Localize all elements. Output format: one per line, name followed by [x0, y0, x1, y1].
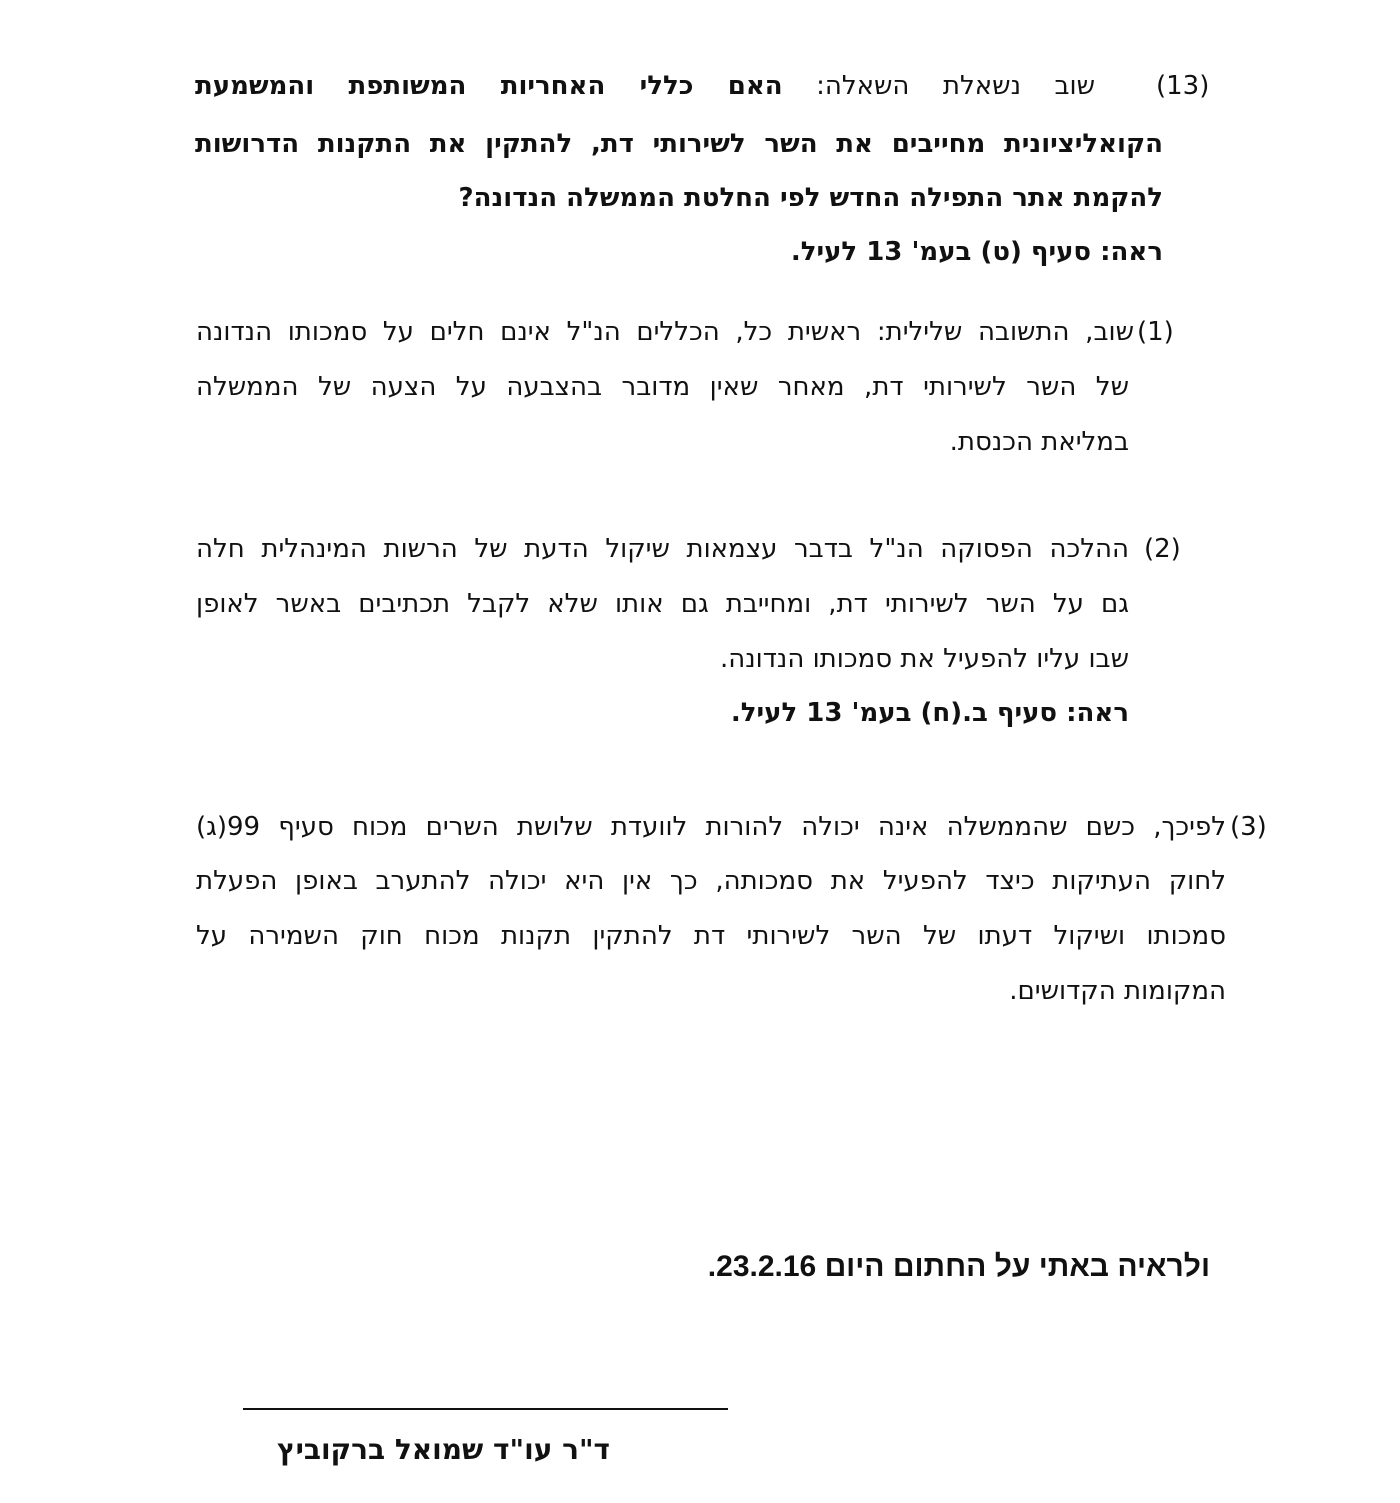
item-2-line-1: ההלכה הפסוקה הנ"ל בדבר עצמאות שיקול הדעת של הרשות המינהלית חלה — [196, 534, 1129, 564]
question-line-2: הקואליציונית מחייבים את השר לשירותי דת, להתקין את התקנות הדרושות — [195, 129, 1163, 159]
item-3-line-3: סמכותו ושיקול דעתו של השר לשירותי דת להתקין תקנות מכוח חוק השמירה על — [196, 921, 1226, 951]
item-1-line-3: במליאת הכנסת. — [949, 427, 1129, 457]
section-line-1 — [195, 69, 1095, 103]
item-2-number: (2) — [1144, 534, 1181, 564]
item-2-line-2: גם על השר לשירותי דת, ומחייבת גם אותו שלא לקבל תכתיבים באשר לאופן — [196, 589, 1129, 619]
item-1-number: (1) — [1137, 317, 1174, 347]
section-number: (13) — [1156, 71, 1210, 101]
item-2-reference: ראה: סעיף ב.(ח) בעמ' 13 לעיל. — [730, 698, 1129, 728]
item-3-line-2: לחוק העתיקות כיצד להפעיל את סמכותה, כך אין היא יכולה להתערב באופן הפעלת — [196, 866, 1226, 896]
signature-name: ד"ר עו"ד שמואל ברקוביץ — [277, 1433, 610, 1466]
item-1-line-2: של השר לשירותי דת, מאחר שאין מדובר בהצבעה על הצעה של הממשלה — [196, 372, 1129, 402]
question-line-3: להקמת אתר התפילה החדש לפי החלטת הממשלה הנדונה? — [458, 183, 1163, 213]
item-3-number: (3) — [1230, 812, 1267, 842]
signature-line — [243, 1408, 728, 1410]
item-3-line-4: המקומות הקדושים. — [1009, 976, 1226, 1006]
reference-line: ראה: סעיף (ט) בעמ' 13 לעיל. — [790, 237, 1163, 267]
closing-date-line: ולראיה באתי על החתום היום 23.2.16. — [707, 1250, 1210, 1283]
item-2-line-3: שבו עליו להפעיל את סמכותו הנדונה. — [719, 644, 1129, 674]
question-intro: שוב נשאלת השאלה: — [816, 71, 1095, 101]
item-1-line-1: שוב, התשובה שלילית: ראשית כל, הכללים הנ"ל אינם חלים על סמכותו הנדונה — [196, 317, 1134, 347]
item-3-line-1: לפיכך, כשם שהממשלה אינה יכולה להורות לוועדת שלושת השרים מכוח סעיף 99(ג) — [196, 812, 1226, 842]
question-start: האם כללי האחריות המשותפת והמשמעת — [195, 71, 783, 101]
